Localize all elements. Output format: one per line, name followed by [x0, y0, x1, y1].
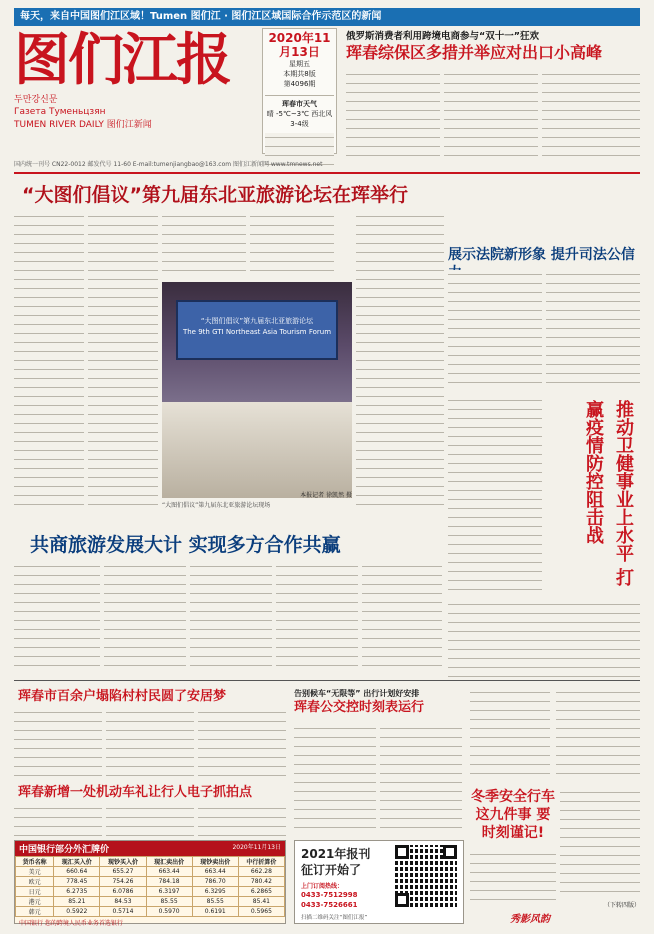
table-cell: 780.42: [238, 877, 284, 887]
housing-column-2: [106, 708, 194, 778]
main-story-column-3: [162, 212, 246, 278]
bus-headline: 珲春公交控时刻表运行: [294, 700, 425, 715]
table-cell: 6.2865: [238, 887, 284, 897]
health-column-2: [448, 600, 640, 680]
table-cell: 0.5965: [238, 907, 284, 917]
table-cell: 港元: [16, 897, 54, 907]
housing-column-3: [198, 708, 286, 778]
table-row: [16, 867, 285, 877]
table-row: [16, 887, 285, 897]
court-column-1: [448, 270, 542, 390]
issue-date: 2020年11月13日: [268, 31, 331, 59]
table-cell: 6.2735: [54, 887, 100, 897]
forum-photo: [162, 282, 352, 498]
boc-date: 2020年11月13日: [232, 844, 281, 851]
table-cell: 786.70: [192, 877, 238, 887]
boc-exchange-rate-box: [14, 840, 286, 927]
issue-info-box: [262, 28, 337, 154]
masthead-subtitle-korean: 두만강신문: [14, 95, 58, 105]
table-cell: 85.21: [54, 897, 100, 907]
boc-col-header: 现钞买入价: [100, 857, 146, 867]
masthead-divider: [14, 172, 640, 174]
camera-column-2: [106, 804, 194, 836]
weather-text: 晴 -5℃~3℃ 西北风3-4级: [266, 110, 333, 128]
boc-footer: 中国银行 您的跨境人民币业务首选银行: [19, 920, 123, 927]
subscription-title: 征订开始了: [301, 863, 362, 877]
newspaper-title: 图们江报: [14, 27, 230, 93]
bus-column-2: [380, 724, 462, 834]
boc-col-header: 货币名称: [16, 857, 54, 867]
table-cell: 663.44: [146, 867, 192, 877]
main-story-column-4: [250, 212, 334, 278]
top-right-column-3: [542, 70, 640, 160]
issue-number: 第4096期: [283, 80, 316, 88]
photo-screen-title-en: The 9th GTI Northeast Asia Tourism Forum: [182, 328, 332, 336]
bus-column-1: [294, 724, 376, 834]
table-cell: 0.5970: [146, 907, 192, 917]
tourism-column-1: [14, 562, 100, 674]
top-right-headline: 珲春综保区多措并举应对出口小高峰: [346, 43, 603, 62]
boc-col-header: 现汇买入价: [54, 857, 100, 867]
table-row: [16, 877, 285, 887]
boc-col-header: 现汇卖出价: [146, 857, 192, 867]
boc-col-header: 现钞卖出价: [192, 857, 238, 867]
tourism-column-2: [104, 562, 186, 674]
tourism-column-4: [276, 562, 358, 674]
table-cell: 0.6191: [192, 907, 238, 917]
subscription-hotline-2: 0433-7526661: [301, 901, 358, 909]
safety-column-1: [470, 688, 550, 778]
top-right-kicker: 俄罗斯消费者利用跨境电商参与“双十一”狂欢: [346, 31, 539, 42]
photo-credit: 本报记者 徐凯然 摄: [300, 492, 352, 499]
subscription-qr-label: 扫描二维码关注“图们江报”: [301, 915, 368, 921]
main-story-column-5: [356, 212, 444, 512]
table-cell: 6.3295: [192, 887, 238, 897]
table-cell: 778.45: [54, 877, 100, 887]
boc-title-bar: [15, 841, 285, 856]
table-cell: 85.41: [238, 897, 284, 907]
masthead-subtitle-english: TUMEN RIVER DAILY 图们江新闻: [14, 120, 152, 130]
photo-caption-block: [162, 500, 352, 509]
subscription-ad: [294, 840, 464, 924]
safety-column-2: [556, 688, 640, 778]
boc-table-header: [16, 857, 285, 867]
photo-caption: “大图们倡议”第九届东北亚旅游论坛现场: [162, 502, 271, 509]
tourism-column-5: [362, 562, 442, 674]
main-story-column-1: [14, 212, 84, 512]
section-divider: [14, 680, 640, 681]
table-row: [16, 907, 285, 917]
table-row: [16, 897, 285, 907]
masthead-subtitle-russian: Газета Туменьцзян: [14, 107, 106, 117]
table-cell: 85.55: [192, 897, 238, 907]
housing-column-1: [14, 708, 102, 778]
boc-rate-table: [15, 856, 285, 917]
table-cell: 84.53: [100, 897, 146, 907]
court-column-2: [546, 270, 640, 390]
masthead: [14, 27, 260, 130]
health-column-1: [448, 396, 542, 596]
table-cell: 韩元: [16, 907, 54, 917]
camera-column-1: [14, 804, 102, 836]
continue-note: （下转四版）: [603, 902, 640, 909]
court-headline: 展示法院新形象 提升司法公信: [448, 247, 635, 263]
table-cell: 日元: [16, 887, 54, 897]
issue-pages: 本期共8版: [283, 70, 316, 78]
subscription-hotline-1: 0433-7512998: [301, 891, 358, 899]
top-right-headline-block: [346, 28, 640, 66]
top-right-column-2: [444, 70, 538, 160]
boc-title: 中国银行部分外汇牌价: [19, 845, 110, 855]
qr-code-icon: [395, 845, 457, 907]
tourism-headline: 共商旅游发展大计 实现多方合作共赢: [30, 534, 341, 556]
table-cell: 754.26: [100, 877, 146, 887]
top-slogan-bar: 每天，来自中国图们江区域！Tumen 图们江 · 图们江区域国际合作示范区的新闻: [14, 8, 640, 26]
table-cell: 6.0786: [100, 887, 146, 897]
section-logo: 秀影风韵: [510, 914, 550, 925]
main-headline: “大图们倡议”第九届东北亚旅游论坛在珲举行: [22, 184, 408, 206]
top-right-column-1: [346, 70, 440, 160]
housing-headline: 珲春市百余户塌陷村村民圆了安居梦: [18, 689, 227, 704]
bus-kicker: 告别候车“无限等” 出行计划好安排: [294, 689, 420, 698]
tourism-column-3: [190, 562, 272, 674]
weather-title: 珲春市天气: [282, 100, 317, 108]
photo-screen: [176, 300, 338, 360]
table-cell: 美元: [16, 867, 54, 877]
subscription-hotline-label: 上门订阅热线：: [301, 883, 344, 890]
table-cell: 662.28: [238, 867, 284, 877]
table-cell: 663.44: [192, 867, 238, 877]
winter-safety-headline: 冬季安全行车 这九件事 要时刻谨记!: [471, 789, 555, 841]
table-cell: 0.5922: [54, 907, 100, 917]
table-cell: 784.18: [146, 877, 192, 887]
boc-col-header: 中行折算价: [238, 857, 284, 867]
camera-column-3: [198, 804, 286, 836]
table-cell: 欧元: [16, 877, 54, 887]
table-cell: 660.64: [54, 867, 100, 877]
table-cell: 0.5714: [100, 907, 146, 917]
safety-column-3: [560, 788, 640, 898]
main-story-column-2: [88, 212, 158, 512]
camera-headline: 珲春新增一处机动车礼让行人电子抓拍点: [18, 785, 253, 800]
issue-weekday: 星期五: [289, 60, 310, 68]
photo-screen-title: “大图们倡议”第九届东北亚旅游论坛: [200, 317, 314, 325]
safety-column-4: [470, 850, 556, 902]
table-cell: 655.27: [100, 867, 146, 877]
photo-tables: [162, 402, 352, 498]
table-cell: 85.55: [146, 897, 192, 907]
publication-info-bar: 国内统一刊号 CN22-0012 邮发代号 11-60 E-mail:tumenjiangbao@163.com 图们江新闻网 www.tmnews.net: [14, 161, 323, 168]
bus-headline-block: [294, 688, 466, 717]
health-vertical-headline: 推动卫健事业上水平 打赢疫情防控阻击战: [583, 400, 634, 587]
subscription-year: 2021年报刊: [301, 847, 371, 861]
table-cell: 6.3197: [146, 887, 192, 897]
